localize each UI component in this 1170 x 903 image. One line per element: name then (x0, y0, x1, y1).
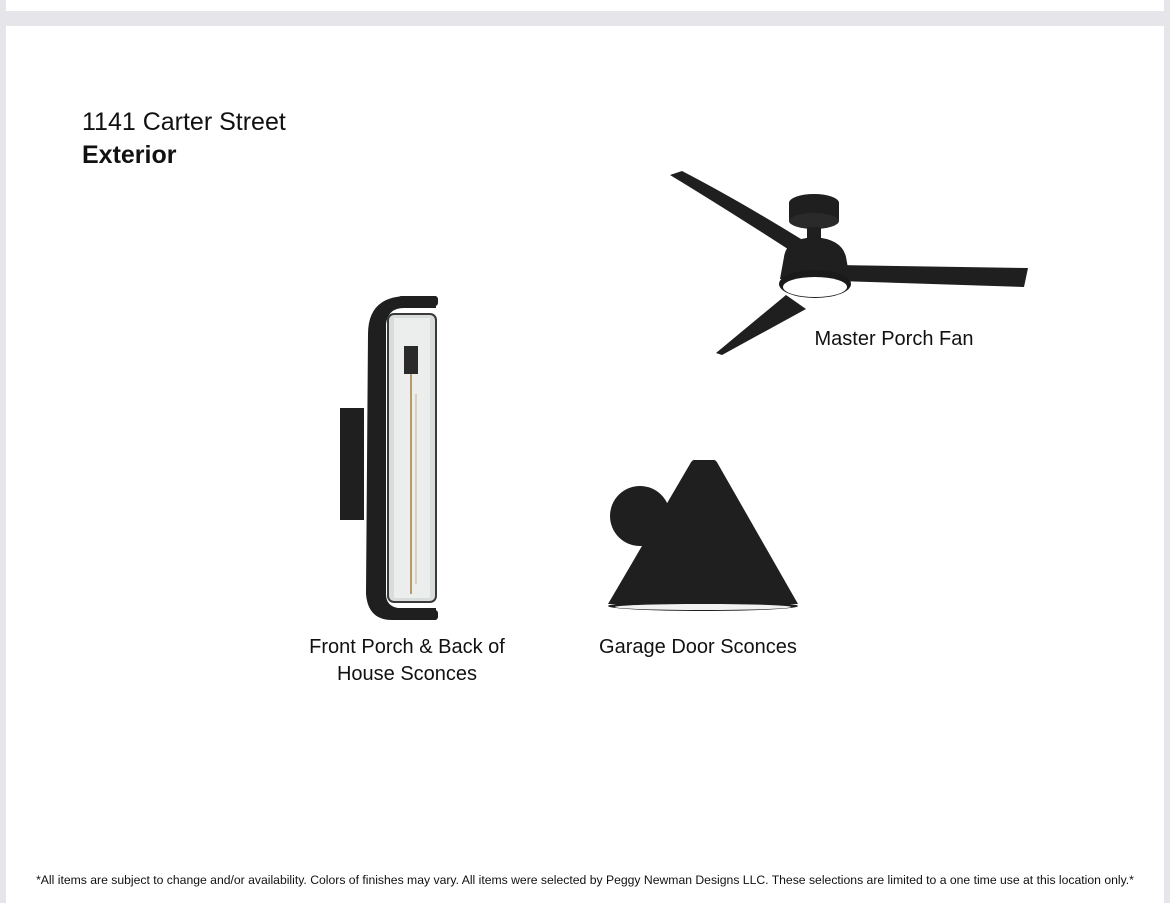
footer-disclaimer: *All items are subject to change and/or availability. Colors of finishes may vary. All items were selected by Peggy Newman Designs LLC. These selections are limited to a one time use at this location only.* (36, 873, 1134, 887)
product-label-front-porch-sconces: Front Porch & Back of House Sconces (309, 636, 505, 685)
page-title: 1141 Carter Street (82, 108, 286, 136)
product-label-garage-door-sconces: Garage Door Sconces (599, 636, 797, 658)
page-subtitle: Exterior (82, 141, 177, 169)
cone-sconce-icon (606, 456, 802, 616)
document-page (6, 26, 1164, 903)
cylinder-sconce-icon (338, 294, 444, 624)
product-label-master-porch-fan: Master Porch Fan (814, 328, 974, 350)
previous-page-edge (6, 0, 1164, 11)
